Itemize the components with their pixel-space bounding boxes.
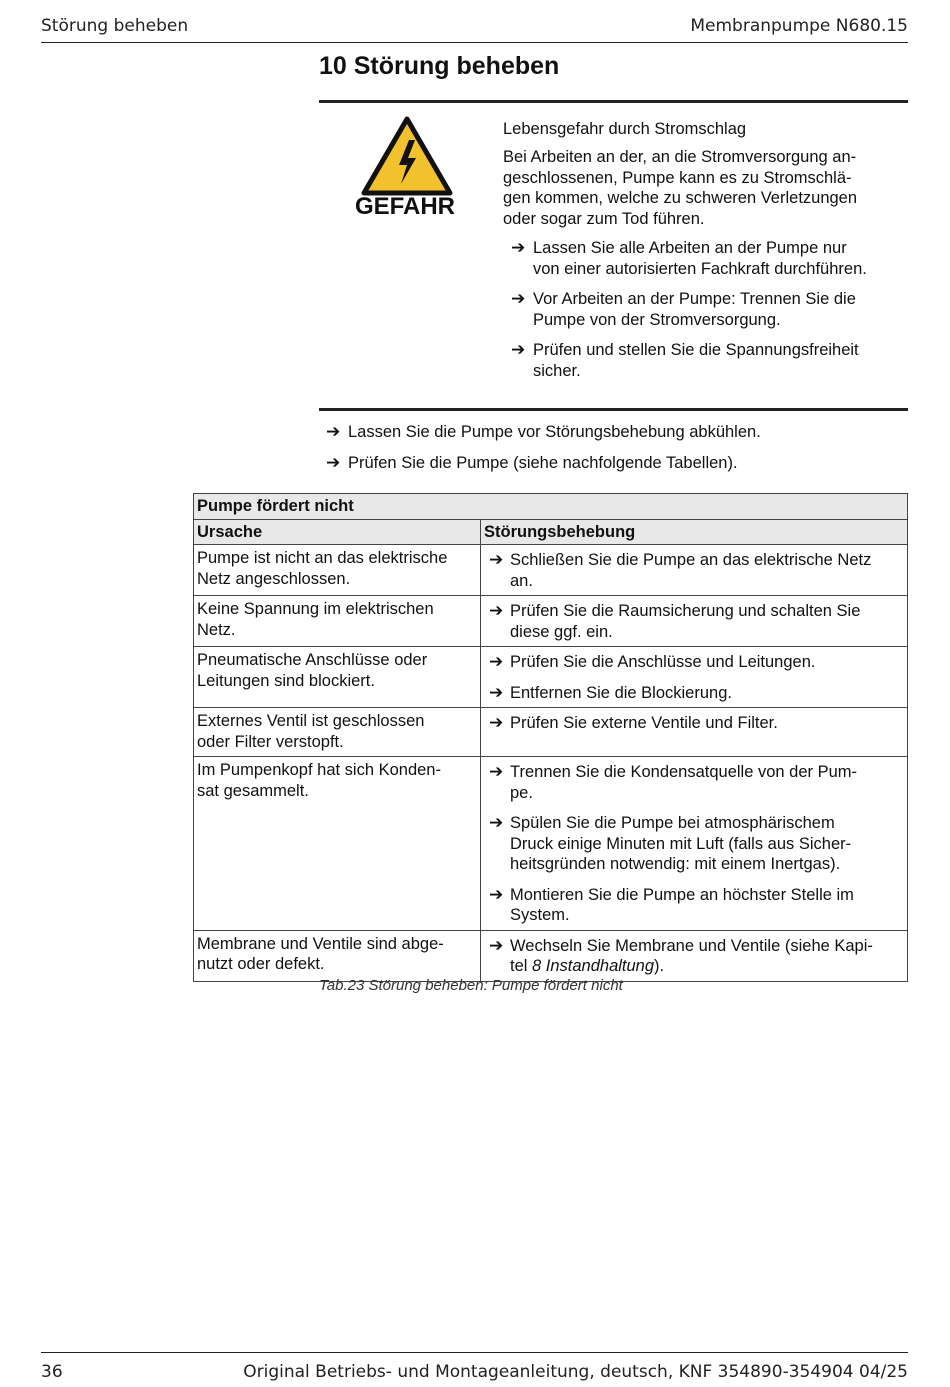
warning-step: ➔ Vor Arbeiten an der Pumpe: Trennen Sie die Pumpe von der Stromversorgung. — [511, 289, 856, 329]
arrow-right-icon: ➔ — [489, 713, 504, 733]
arrow-right-icon: ➔ — [326, 453, 341, 473]
warning-step: ➔ Prüfen und stellen Sie die Spannungsfreiheit sicher. — [511, 340, 859, 380]
cause-cell: Im Pumpenkopf hat sich Konden- sat gesammelt. — [194, 757, 481, 931]
running-header-right: Membranpumpe N680.15 — [690, 16, 908, 36]
table-row — [194, 930, 908, 981]
warning-body: Bei Arbeiten an der, an die Stromversorgung an- geschlossenen, Pumpe kann es zu Stromschlä- gen kommen, welche zu schweren Verletzungen oder sogar zum Tod führen. — [503, 148, 858, 228]
warning-title: Lebensgefahr durch Stromschlag — [503, 120, 747, 138]
column-header-cause: Ursache — [194, 519, 481, 545]
signal-word: GEFAHR — [355, 193, 456, 220]
arrow-right-icon: ➔ — [489, 813, 504, 833]
cause-cell: Membrane und Ventile sind abge- nutzt oder defekt. — [194, 930, 481, 981]
table-row — [194, 545, 908, 596]
warning-top-rule — [319, 100, 908, 103]
section-title: 10 Störung beheben — [319, 52, 560, 80]
warning-bottom-rule — [319, 408, 908, 411]
cause-cell: Externes Ventil ist geschlossen oder Filter verstopft. — [194, 708, 481, 757]
table-row — [194, 757, 908, 931]
arrow-right-icon: ➔ — [511, 340, 526, 360]
running-header-left: Störung beheben — [41, 16, 189, 36]
cause-cell: Keine Spannung im elektrischen Netz. — [194, 596, 481, 647]
arrow-right-icon: ➔ — [489, 884, 504, 905]
chapter-reference-link[interactable]: 8 Instandhaltung — [532, 957, 655, 975]
fix-cell: ➔ Trennen Sie die Kondensatquelle von der Pum- pe. ➔ Spülen Sie die Pumpe bei atmosphärischem Druck einige Minuten mit Luft (falls aus Sicher- heitsgründen notwendig: mit einem Inertgas). ➔ Montieren Sie die Pumpe an höchster Stelle im System. — [481, 757, 908, 931]
arrow-right-icon: ➔ — [326, 422, 341, 442]
warning-step: ➔ Lassen Sie alle Arbeiten an der Pumpe nur von einer autorisierten Fachkraft durchführen. — [511, 238, 867, 278]
arrow-right-icon: ➔ — [489, 652, 504, 672]
arrow-right-icon: ➔ — [489, 550, 504, 570]
fix-cell: ➔ Prüfen Sie externe Ventile und Filter. — [481, 708, 908, 757]
fix-cell: ➔ Prüfen Sie die Raumsicherung und schalten Sie diese ggf. ein. — [481, 596, 908, 647]
document-reference: Original Betriebs- und Montageanleitung, deutsch, KNF 354890-354904 04/25 — [243, 1362, 908, 1382]
table-row — [194, 596, 908, 647]
table-title: Pumpe fördert nicht — [194, 494, 908, 520]
arrow-right-icon: ➔ — [489, 682, 504, 703]
arrow-right-icon: ➔ — [511, 238, 526, 258]
column-header-fix: Störungsbehebung — [481, 519, 908, 545]
page-number: 36 — [41, 1362, 63, 1382]
cause-cell: Pumpe ist nicht an das elektrische Netz angeschlossen. — [194, 545, 481, 596]
electrical-hazard-icon — [361, 116, 453, 196]
arrow-right-icon: ➔ — [489, 601, 504, 621]
table-row — [194, 708, 908, 757]
instruction-step: ➔ Lassen Sie die Pumpe vor Störungsbehebung abkühlen. — [326, 422, 761, 442]
fix-cell: ➔ Wechseln Sie Membrane und Ventile (siehe Kapi- tel 8 Instandhaltung). — [481, 930, 908, 981]
fix-cell: ➔ Schließen Sie die Pumpe an das elektrische Netz an. — [481, 545, 908, 596]
header-rule — [41, 42, 908, 43]
table-row — [194, 647, 908, 708]
arrow-right-icon: ➔ — [489, 935, 504, 956]
arrow-right-icon: ➔ — [511, 289, 526, 309]
arrow-right-icon: ➔ — [489, 762, 504, 782]
cause-cell: Pneumatische Anschlüsse oder Leitungen sind blockiert. — [194, 647, 481, 708]
fix-cell: ➔ Prüfen Sie die Anschlüsse und Leitungen. ➔ Entfernen Sie die Blockierung. — [481, 647, 908, 708]
instruction-step: ➔ Prüfen Sie die Pumpe (siehe nachfolgende Tabellen). — [326, 453, 738, 473]
footer-rule — [41, 1352, 908, 1353]
troubleshooting-table — [193, 493, 908, 982]
table-caption: Tab.23 Störung beheben: Pumpe fördert nicht — [319, 977, 623, 994]
